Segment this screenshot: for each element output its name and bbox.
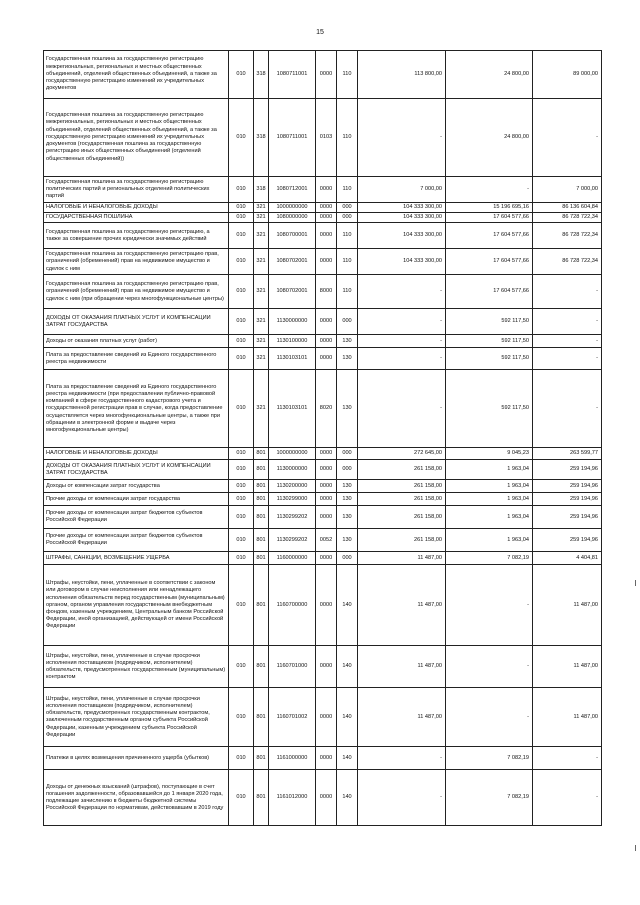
row-label: Штрафы, неустойки, пени, уплаченные в соответствии с законом или договором в случае неисполнения или ненадлежащего исполнения обязательств перед государственным (муниципальным) органом, органом управления государственным внебюджетным фондом, казенным учреждением, Центральным банком Российской Федерации, иной организацией, действующей от имени Российской Федерации [44, 565, 229, 646]
col-code-1: 010 [229, 99, 254, 177]
value-remaining: 263 599,77 [533, 448, 602, 460]
col-code-2: 321 [254, 348, 269, 370]
col-code-4: 0000 [316, 309, 337, 335]
col-code-4: 0000 [316, 646, 337, 688]
col-code-4: 0000 [316, 335, 337, 348]
col-code-3: 1080711001 [269, 99, 316, 177]
col-code-2: 801 [254, 529, 269, 552]
col-code-3: 1080711001 [269, 51, 316, 99]
col-code-5: 110 [337, 177, 358, 203]
value-executed: - [446, 646, 533, 688]
col-code-1: 010 [229, 309, 254, 335]
value-planned: - [358, 309, 446, 335]
col-code-3: 1080712001 [269, 177, 316, 203]
value-remaining: 259 194,96 [533, 480, 602, 493]
col-code-1: 010 [229, 770, 254, 826]
col-code-4: 0000 [316, 460, 337, 480]
table-row [44, 177, 602, 203]
value-remaining: - [533, 770, 602, 826]
col-code-1: 010 [229, 529, 254, 552]
row-label: Государственная пошлина за государственную регистрацию прав, ограничений (обременений) прав на недвижимое имущество и сделок с ним [44, 249, 229, 275]
value-planned: - [358, 370, 446, 448]
col-code-3: 1130000000 [269, 460, 316, 480]
col-code-3: 1000000000 [269, 203, 316, 213]
col-code-1: 010 [229, 275, 254, 309]
col-code-5: 000 [337, 460, 358, 480]
value-executed: 24 800,00 [446, 99, 533, 177]
col-code-3: 1130100000 [269, 335, 316, 348]
col-code-3: 1080000000 [269, 213, 316, 223]
col-code-5: 140 [337, 747, 358, 770]
value-planned: 11 487,00 [358, 565, 446, 646]
col-code-5: 130 [337, 480, 358, 493]
value-remaining: 86 728 722,34 [533, 223, 602, 249]
col-code-5: 130 [337, 493, 358, 506]
col-code-1: 010 [229, 565, 254, 646]
value-executed: 1 963,04 [446, 460, 533, 480]
col-code-2: 801 [254, 770, 269, 826]
value-remaining: 259 194,96 [533, 460, 602, 480]
col-code-5: 130 [337, 335, 358, 348]
col-code-5: 000 [337, 552, 358, 565]
col-code-3: 1130299202 [269, 506, 316, 529]
value-planned: 113 800,00 [358, 51, 446, 99]
col-code-2: 801 [254, 493, 269, 506]
value-remaining: 89 000,00 [533, 51, 602, 99]
value-remaining: - [533, 348, 602, 370]
value-executed: 17 604 577,66 [446, 223, 533, 249]
col-code-2: 801 [254, 480, 269, 493]
value-executed: 592 117,50 [446, 370, 533, 448]
col-code-3: 1160701000 [269, 646, 316, 688]
value-executed: 17 604 577,66 [446, 249, 533, 275]
table-row [44, 99, 602, 177]
table-row [44, 506, 602, 529]
col-code-1: 010 [229, 552, 254, 565]
value-planned: 261 158,00 [358, 493, 446, 506]
value-executed: 17 604 577,66 [446, 213, 533, 223]
col-code-5: 140 [337, 688, 358, 747]
value-planned: - [358, 770, 446, 826]
value-planned: 104 333 300,00 [358, 213, 446, 223]
col-code-3: 1160000000 [269, 552, 316, 565]
col-code-4: 0103 [316, 99, 337, 177]
value-executed: 15 196 695,16 [446, 203, 533, 213]
col-code-1: 010 [229, 480, 254, 493]
col-code-4: 0000 [316, 506, 337, 529]
value-planned: 261 158,00 [358, 529, 446, 552]
row-label: Доходы от компенсации затрат государства [44, 480, 229, 493]
row-label: Плата за предоставление сведений из Единого государственного реестра недвижимости (при предоставлении публично-правовой компанией в сфере государственного кадастрового учета и государственной регистрации прав в случае, когда предоставление осуществляется через многофункциональные центры, а также при обращении в электронной форме и выдаче через многофункциональные центры) [44, 370, 229, 448]
row-label: ДОХОДЫ ОТ ОКАЗАНИЯ ПЛАТНЫХ УСЛУГ И КОМПЕНСАЦИИ ЗАТРАТ ГОСУДАРСТВА [44, 460, 229, 480]
col-code-5: 000 [337, 203, 358, 213]
col-code-4: 0000 [316, 177, 337, 203]
table-row [44, 203, 602, 213]
revenue-table [43, 50, 602, 826]
col-code-1: 010 [229, 448, 254, 460]
table-row [44, 646, 602, 688]
col-code-4: 0000 [316, 770, 337, 826]
col-code-5: 140 [337, 565, 358, 646]
col-code-5: 110 [337, 51, 358, 99]
col-code-1: 010 [229, 249, 254, 275]
table-row [44, 493, 602, 506]
value-executed: 1 963,04 [446, 493, 533, 506]
table-row [44, 309, 602, 335]
value-remaining: - [533, 309, 602, 335]
col-code-4: 0000 [316, 249, 337, 275]
col-code-3: 1130299000 [269, 493, 316, 506]
value-executed: 592 117,50 [446, 348, 533, 370]
value-remaining: - [533, 99, 602, 177]
value-executed: 1 963,04 [446, 506, 533, 529]
col-code-4: 0000 [316, 747, 337, 770]
value-executed: - [446, 565, 533, 646]
page-number: 15 [316, 29, 324, 36]
col-code-5: 130 [337, 506, 358, 529]
value-planned: - [358, 747, 446, 770]
value-planned: 11 487,00 [358, 646, 446, 688]
table-row [44, 223, 602, 249]
value-executed: 9 045,23 [446, 448, 533, 460]
value-executed: - [446, 688, 533, 747]
table-row [44, 552, 602, 565]
value-executed: 1 963,04 [446, 480, 533, 493]
row-label: Доходы от денежных взысканий (штрафов), поступающие в счет погашения задолженности, образовавшейся до 1 января 2020 года, подлежащие зачислению в бюджеты бюджетной системы Российской Федерации по нормативам, действовавшим в 2019 году [44, 770, 229, 826]
col-code-2: 801 [254, 552, 269, 565]
table-row [44, 348, 602, 370]
col-code-1: 010 [229, 177, 254, 203]
row-label: НАЛОГОВЫЕ И НЕНАЛОГОВЫЕ ДОХОДЫ [44, 203, 229, 213]
value-remaining: 11 487,00 [533, 688, 602, 747]
row-label: Плата за предоставление сведений из Единого государственного реестра недвижимости [44, 348, 229, 370]
col-code-1: 010 [229, 348, 254, 370]
col-code-3: 1130299202 [269, 529, 316, 552]
col-code-4: 0000 [316, 688, 337, 747]
col-code-2: 801 [254, 646, 269, 688]
col-code-1: 010 [229, 213, 254, 223]
col-code-4: 0000 [316, 348, 337, 370]
col-code-2: 321 [254, 213, 269, 223]
col-code-2: 321 [254, 370, 269, 448]
table-row [44, 529, 602, 552]
row-label: Платежи в целях возмещения причиненного ущерба (убытков) [44, 747, 229, 770]
value-executed: 592 117,50 [446, 335, 533, 348]
col-code-2: 321 [254, 223, 269, 249]
value-planned: 7 000,00 [358, 177, 446, 203]
table-row [44, 770, 602, 826]
col-code-2: 321 [254, 275, 269, 309]
row-label: Государственная пошлина за государственную регистрацию межрегиональных, региональных и местных общественных объединений, отделений общественных объединений, а также за государственную регистрацию изменений их учредительных документов [44, 51, 229, 99]
col-code-2: 801 [254, 448, 269, 460]
value-executed: 1 963,04 [446, 529, 533, 552]
value-planned: 11 487,00 [358, 552, 446, 565]
col-code-3: 1000000000 [269, 448, 316, 460]
col-code-4: 0000 [316, 448, 337, 460]
col-code-1: 010 [229, 335, 254, 348]
row-label: Штрафы, неустойки, пени, уплаченные в случае просрочки исполнения поставщиком (подрядчиком, исполнителем) обязательств, предусмотренных государственным контрактом, заключенным государственным органом субъекта Российской Федерации, казенным учреждением субъекта Российской Федерации [44, 688, 229, 747]
value-executed: 592 117,50 [446, 309, 533, 335]
col-code-3: 1160700000 [269, 565, 316, 646]
table-row [44, 688, 602, 747]
col-code-2: 318 [254, 177, 269, 203]
col-code-5: 110 [337, 249, 358, 275]
col-code-3: 1130103101 [269, 370, 316, 448]
row-label: Доходы от оказания платных услуг (работ) [44, 335, 229, 348]
col-code-5: 000 [337, 448, 358, 460]
value-planned: 104 333 300,00 [358, 203, 446, 213]
row-label: Прочие доходы от компенсации затрат бюджетов субъектов Российской Федерации [44, 506, 229, 529]
value-remaining: 259 194,96 [533, 493, 602, 506]
row-label: Государственная пошлина за государственную регистрацию межрегиональных, региональных и местных общественных объединений, отделений общественных объединений, а также за государственную регистрацию изменений их учредительных документов (государственная пошлина за государственную регистрацию иных общественных объединений (отделений общественных объединений)) [44, 99, 229, 177]
row-label: Прочие доходы от компенсации затрат бюджетов субъектов Российской Федерации [44, 529, 229, 552]
value-remaining: 11 487,00 [533, 646, 602, 688]
table-row [44, 370, 602, 448]
row-label: ШТРАФЫ, САНКЦИИ, ВОЗМЕЩЕНИЕ УЩЕРБА [44, 552, 229, 565]
col-code-5: 140 [337, 770, 358, 826]
col-code-5: 110 [337, 223, 358, 249]
col-code-3: 1161000000 [269, 747, 316, 770]
col-code-4: 0000 [316, 223, 337, 249]
col-code-4: 0000 [316, 51, 337, 99]
col-code-1: 010 [229, 688, 254, 747]
value-executed: 7 082,19 [446, 552, 533, 565]
col-code-4: 8020 [316, 370, 337, 448]
value-remaining: 86 728 722,34 [533, 249, 602, 275]
value-remaining: 4 404,81 [533, 552, 602, 565]
col-code-1: 010 [229, 506, 254, 529]
table-row [44, 51, 602, 99]
col-code-1: 010 [229, 646, 254, 688]
col-code-3: 1080700001 [269, 223, 316, 249]
table-row [44, 747, 602, 770]
row-label: НАЛОГОВЫЕ И НЕНАЛОГОВЫЕ ДОХОДЫ [44, 448, 229, 460]
table-row [44, 335, 602, 348]
row-label: Прочие доходы от компенсации затрат государства [44, 493, 229, 506]
value-planned: 261 158,00 [358, 506, 446, 529]
col-code-3: 1161012000 [269, 770, 316, 826]
value-planned: - [358, 348, 446, 370]
row-label: ДОХОДЫ ОТ ОКАЗАНИЯ ПЛАТНЫХ УСЛУГ И КОМПЕНСАЦИИ ЗАТРАТ ГОСУДАРСТВА [44, 309, 229, 335]
value-executed: 7 082,19 [446, 770, 533, 826]
col-code-2: 801 [254, 460, 269, 480]
row-label: Штрафы, неустойки, пени, уплаченные в случае просрочки исполнения поставщиком (подрядчиком, исполнителем) обязательств, предусмотренных государственным (муниципальным) контрактом [44, 646, 229, 688]
col-code-2: 801 [254, 506, 269, 529]
value-planned: 261 158,00 [358, 460, 446, 480]
col-code-4: 0000 [316, 565, 337, 646]
col-code-4: 0000 [316, 203, 337, 213]
value-planned: - [358, 335, 446, 348]
table-row [44, 275, 602, 309]
value-remaining: 86 728 722,34 [533, 213, 602, 223]
col-code-1: 010 [229, 460, 254, 480]
col-code-3: 1130103101 [269, 348, 316, 370]
col-code-2: 321 [254, 309, 269, 335]
table-row [44, 480, 602, 493]
col-code-2: 321 [254, 335, 269, 348]
col-code-2: 801 [254, 747, 269, 770]
value-executed: 17 604 577,66 [446, 275, 533, 309]
table-row [44, 565, 602, 646]
value-planned: 104 333 300,00 [358, 223, 446, 249]
col-code-3: 1130200000 [269, 480, 316, 493]
value-remaining: 7 000,00 [533, 177, 602, 203]
col-code-5: 140 [337, 646, 358, 688]
col-code-5: 130 [337, 348, 358, 370]
col-code-5: 130 [337, 370, 358, 448]
value-remaining: - [533, 370, 602, 448]
col-code-3: 1160701002 [269, 688, 316, 747]
value-planned: 272 645,00 [358, 448, 446, 460]
value-remaining: - [533, 335, 602, 348]
value-planned: 11 487,00 [358, 688, 446, 747]
table-row [44, 448, 602, 460]
value-planned: - [358, 275, 446, 309]
col-code-1: 010 [229, 370, 254, 448]
value-executed: 24 800,00 [446, 51, 533, 99]
col-code-4: 8000 [316, 275, 337, 309]
row-label: Государственная пошлина за государственную регистрацию прав, ограничений (обременений) прав на недвижимое имущество и сделок с ним (при обращении через многофункциональные центры) [44, 275, 229, 309]
row-label: Государственная пошлина за государственную регистрацию политических партий и региональных отделений политических партий [44, 177, 229, 203]
value-remaining: - [533, 275, 602, 309]
row-label: ГОСУДАРСТВЕННАЯ ПОШЛИНА [44, 213, 229, 223]
col-code-4: 0000 [316, 213, 337, 223]
value-planned: 104 333 300,00 [358, 249, 446, 275]
value-executed: 7 082,19 [446, 747, 533, 770]
value-remaining: 259 194,96 [533, 506, 602, 529]
col-code-1: 010 [229, 493, 254, 506]
value-planned: 261 158,00 [358, 480, 446, 493]
col-code-2: 318 [254, 51, 269, 99]
col-code-5: 000 [337, 309, 358, 335]
col-code-3: 1130000000 [269, 309, 316, 335]
scan-edge-mark [635, 580, 636, 586]
col-code-2: 321 [254, 203, 269, 213]
col-code-5: 130 [337, 529, 358, 552]
value-executed: - [446, 177, 533, 203]
col-code-5: 000 [337, 213, 358, 223]
col-code-3: 1080702001 [269, 275, 316, 309]
table-row [44, 460, 602, 480]
value-remaining: 86 136 604,84 [533, 203, 602, 213]
col-code-4: 0000 [316, 552, 337, 565]
value-remaining: 259 194,96 [533, 529, 602, 552]
value-remaining: - [533, 747, 602, 770]
col-code-1: 010 [229, 223, 254, 249]
col-code-4: 0000 [316, 480, 337, 493]
col-code-4: 0052 [316, 529, 337, 552]
value-planned: - [358, 99, 446, 177]
col-code-1: 010 [229, 51, 254, 99]
scan-edge-mark [635, 845, 636, 851]
col-code-4: 0000 [316, 493, 337, 506]
col-code-2: 321 [254, 249, 269, 275]
row-label: Государственная пошлина за государственную регистрацию, а также за совершение прочих юридически значимых действий [44, 223, 229, 249]
col-code-1: 010 [229, 203, 254, 213]
value-remaining: 11 487,00 [533, 565, 602, 646]
table-row [44, 249, 602, 275]
col-code-1: 010 [229, 747, 254, 770]
col-code-3: 1080702001 [269, 249, 316, 275]
col-code-5: 110 [337, 275, 358, 309]
table-row [44, 213, 602, 223]
col-code-5: 110 [337, 99, 358, 177]
col-code-2: 801 [254, 565, 269, 646]
col-code-2: 801 [254, 688, 269, 747]
col-code-2: 318 [254, 99, 269, 177]
